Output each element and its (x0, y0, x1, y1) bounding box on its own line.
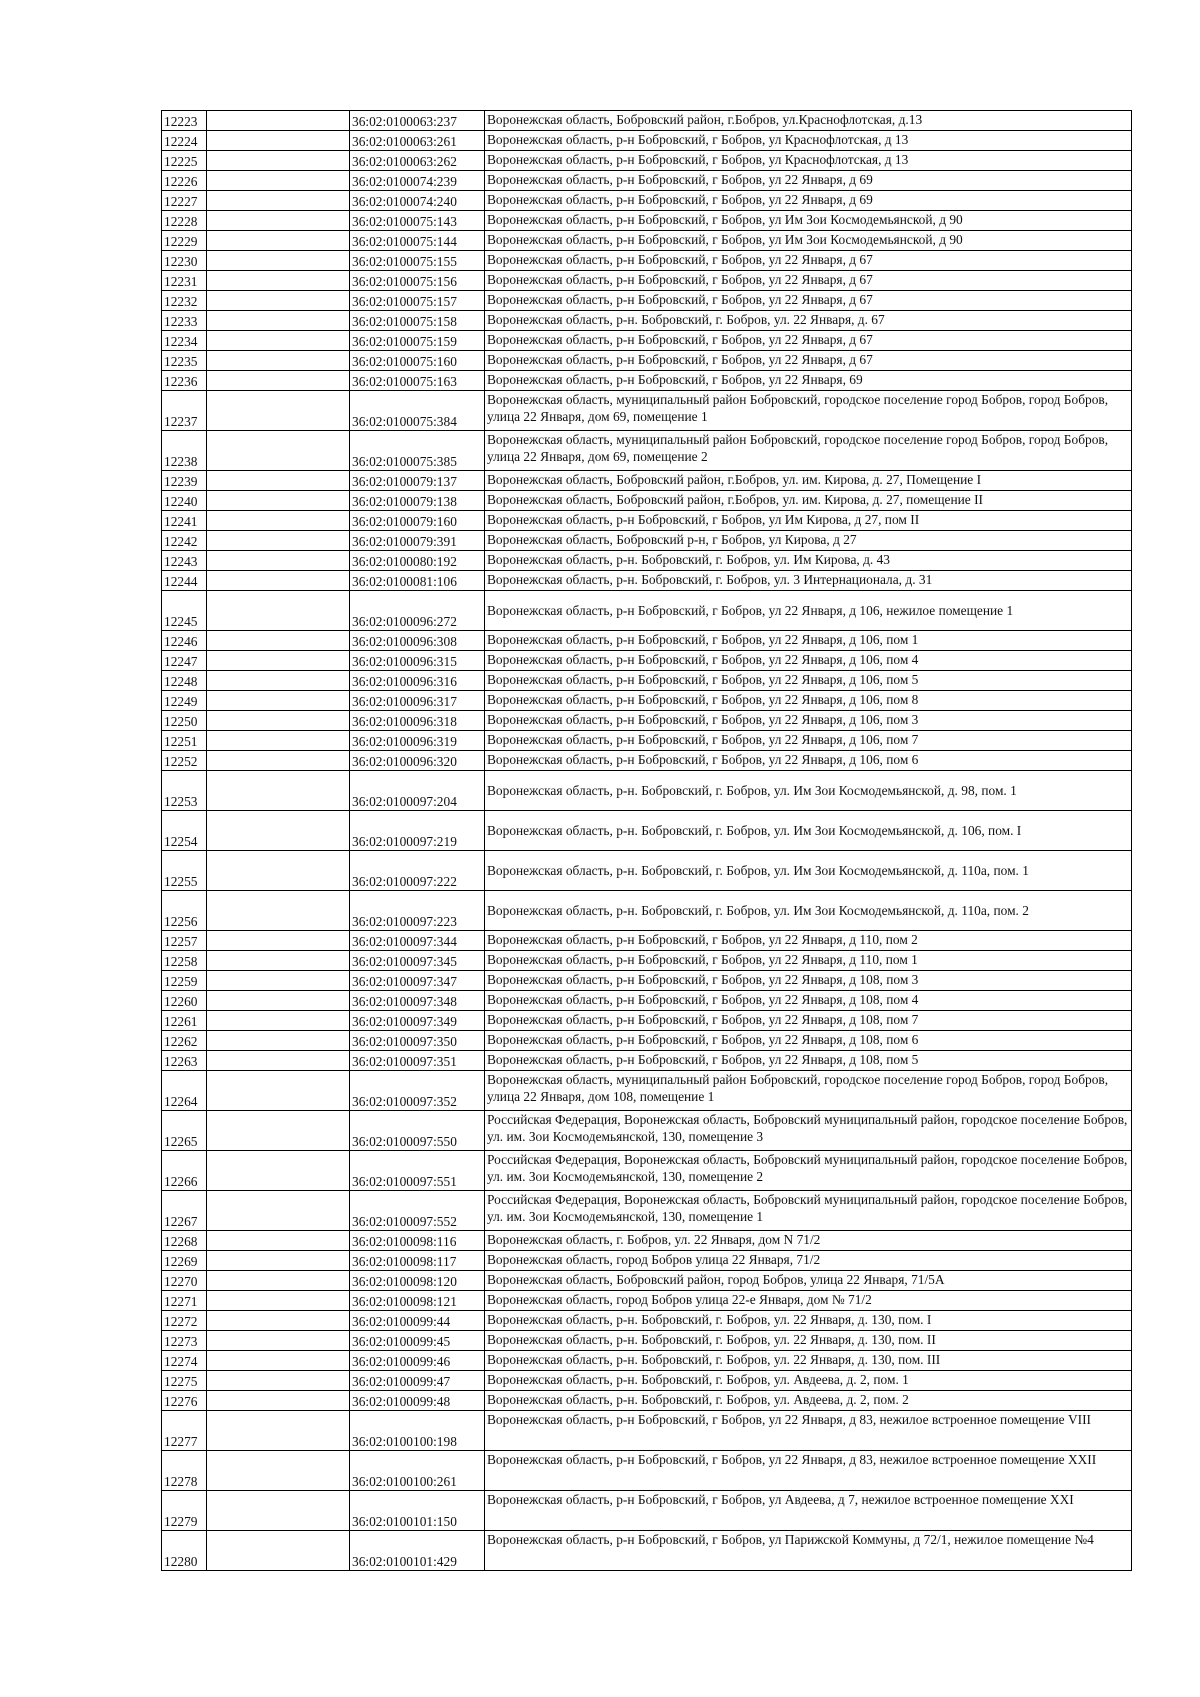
cadastral-number-cell: 36:02:0100098:121 (350, 1291, 485, 1311)
address-cell: Воронежская область, р-н Бобровский, г Бобров, ул 22 Января, д 110, пом 1 (485, 951, 1132, 971)
empty-cell (207, 651, 350, 671)
row-number-cell: 12270 (162, 1271, 207, 1291)
cadastral-number-cell: 36:02:0100097:347 (350, 971, 485, 991)
row-number-cell: 12232 (162, 291, 207, 311)
address-cell: Воронежская область, р-н Бобровский, г Бобров, ул 22 Января, д 106, нежилое помещение 1 (485, 591, 1132, 631)
cadastral-number-cell: 36:02:0100075:385 (350, 431, 485, 471)
table-row (162, 351, 1132, 371)
row-number-cell: 12231 (162, 271, 207, 291)
empty-cell (207, 131, 350, 151)
row-number-cell: 12235 (162, 351, 207, 371)
address-cell: Воронежская область, р-н Бобровский, г Бобров, ул Парижской Коммуны, д 72/1, нежилое помещение №4 (485, 1531, 1132, 1571)
cadastral-number-cell: 36:02:0100099:48 (350, 1391, 485, 1411)
empty-cell (207, 971, 350, 991)
row-number-cell: 12253 (162, 771, 207, 811)
row-number-cell: 12280 (162, 1531, 207, 1571)
cadastral-number-cell: 36:02:0100063:261 (350, 131, 485, 151)
row-number-cell: 12260 (162, 991, 207, 1011)
address-cell: Воронежская область, Бобровский р-н, г Бобров, ул Кирова, д 27 (485, 531, 1132, 551)
registry-table (161, 110, 1132, 1571)
address-cell: Воронежская область, р-н. Бобровский, г. Бобров, ул. 22 Января, д. 130, пом. III (485, 1351, 1132, 1371)
row-number-cell: 12245 (162, 591, 207, 631)
empty-cell (207, 1311, 350, 1331)
cadastral-number-cell: 36:02:0100074:240 (350, 191, 485, 211)
cadastral-number-cell: 36:02:0100075:160 (350, 351, 485, 371)
row-number-cell: 12241 (162, 511, 207, 531)
empty-cell (207, 191, 350, 211)
cadastral-number-cell: 36:02:0100097:219 (350, 811, 485, 851)
table-row (162, 1331, 1132, 1351)
cadastral-number-cell: 36:02:0100075:156 (350, 271, 485, 291)
row-number-cell: 12265 (162, 1111, 207, 1151)
table-row (162, 1491, 1132, 1531)
table-row (162, 191, 1132, 211)
address-cell: Воронежская область, р-н Бобровский, г Бобров, ул 22 Января, д 106, пом 8 (485, 691, 1132, 711)
row-number-cell: 12246 (162, 631, 207, 651)
table-row (162, 1071, 1132, 1111)
address-cell: Воронежская область, р-н Бобровский, г Бобров, ул Авдеева, д 7, нежилое встроенное помещение XXI (485, 1491, 1132, 1531)
empty-cell (207, 331, 350, 351)
address-cell: Воронежская область, муниципальный район Бобровский, городское поселение город Бобров, город Бобров, улица 22 Января, дом 69, помещение 1 (485, 391, 1132, 431)
empty-cell (207, 391, 350, 431)
table-row (162, 751, 1132, 771)
address-cell: Воронежская область, город Бобров улица 22-е Января, дом № 71/2 (485, 1291, 1132, 1311)
address-cell: Воронежская область, р-н. Бобровский, г. Бобров, ул. 3 Интернационала, д. 31 (485, 571, 1132, 591)
row-number-cell: 12259 (162, 971, 207, 991)
row-number-cell: 12272 (162, 1311, 207, 1331)
cadastral-number-cell: 36:02:0100098:117 (350, 1251, 485, 1271)
table-row (162, 851, 1132, 891)
cadastral-number-cell: 36:02:0100063:262 (350, 151, 485, 171)
row-number-cell: 12258 (162, 951, 207, 971)
row-number-cell: 12229 (162, 231, 207, 251)
address-cell: Воронежская область, р-н Бобровский, г Бобров, ул 22 Января, д 106, пом 5 (485, 671, 1132, 691)
table-row (162, 1031, 1132, 1051)
row-number-cell: 12266 (162, 1151, 207, 1191)
table-row (162, 291, 1132, 311)
address-cell: Воронежская область, муниципальный район Бобровский, городское поселение город Бобров, город Бобров, улица 22 Января, дом 108, помещение 1 (485, 1071, 1132, 1111)
row-number-cell: 12249 (162, 691, 207, 711)
cadastral-number-cell: 36:02:0100099:44 (350, 1311, 485, 1331)
empty-cell (207, 1071, 350, 1111)
empty-cell (207, 551, 350, 571)
table-row (162, 1051, 1132, 1071)
empty-cell (207, 731, 350, 751)
cadastral-number-cell: 36:02:0100096:308 (350, 631, 485, 651)
registry-table-body (162, 111, 1132, 1571)
row-number-cell: 12255 (162, 851, 207, 891)
cadastral-number-cell: 36:02:0100097:345 (350, 951, 485, 971)
cadastral-number-cell: 36:02:0100097:350 (350, 1031, 485, 1051)
row-number-cell: 12236 (162, 371, 207, 391)
address-cell: Воронежская область, р-н. Бобровский, г. Бобров, ул. Им Кирова, д. 43 (485, 551, 1132, 571)
cadastral-number-cell: 36:02:0100075:143 (350, 211, 485, 231)
row-number-cell: 12248 (162, 671, 207, 691)
empty-cell (207, 1191, 350, 1231)
table-row (162, 1231, 1132, 1251)
address-cell: Воронежская область, р-н Бобровский, г Бобров, ул 22 Января, д 67 (485, 271, 1132, 291)
table-row (162, 891, 1132, 931)
address-cell: Воронежская область, р-н Бобровский, г Бобров, ул 22 Января, д 110, пом 2 (485, 931, 1132, 951)
row-number-cell: 12244 (162, 571, 207, 591)
empty-cell (207, 211, 350, 231)
table-row (162, 251, 1132, 271)
cadastral-number-cell: 36:02:0100097:222 (350, 851, 485, 891)
cadastral-number-cell: 36:02:0100096:319 (350, 731, 485, 751)
address-cell: Воронежская область, р-н Бобровский, г Бобров, ул 22 Января, д 106, пом 3 (485, 711, 1132, 731)
table-row (162, 1371, 1132, 1391)
empty-cell (207, 771, 350, 811)
table-row (162, 571, 1132, 591)
table-row (162, 811, 1132, 851)
row-number-cell: 12264 (162, 1071, 207, 1111)
address-cell: Воронежская область, муниципальный район Бобровский, городское поселение город Бобров, город Бобров, улица 22 Января, дом 69, помещение 2 (485, 431, 1132, 471)
cadastral-number-cell: 36:02:0100075:158 (350, 311, 485, 331)
table-row (162, 511, 1132, 531)
cadastral-number-cell: 36:02:0100081:106 (350, 571, 485, 591)
address-cell: Воронежская область, р-н Бобровский, г Бобров, ул 22 Января, д 106, пом 1 (485, 631, 1132, 651)
cadastral-number-cell: 36:02:0100079:160 (350, 511, 485, 531)
table-row (162, 651, 1132, 671)
cadastral-number-cell: 36:02:0100079:138 (350, 491, 485, 511)
empty-cell (207, 1351, 350, 1371)
cadastral-number-cell: 36:02:0100097:550 (350, 1111, 485, 1151)
row-number-cell: 12279 (162, 1491, 207, 1531)
address-cell: Российская Федерация, Воронежская область, Бобровский муниципальный район, городское поселение Бобров, ул. им. Зои Космодемьянской, 130, помещение 1 (485, 1191, 1132, 1231)
table-row (162, 1451, 1132, 1491)
cadastral-number-cell: 36:02:0100097:351 (350, 1051, 485, 1071)
empty-cell (207, 371, 350, 391)
empty-cell (207, 691, 350, 711)
table-row (162, 431, 1132, 471)
empty-cell (207, 1051, 350, 1071)
empty-cell (207, 1371, 350, 1391)
cadastral-number-cell: 36:02:0100099:46 (350, 1351, 485, 1371)
table-row (162, 1191, 1132, 1231)
address-cell: Воронежская область, р-н. Бобровский, г. Бобров, ул. 22 Января, д. 130, пом. I (485, 1311, 1132, 1331)
row-number-cell: 12228 (162, 211, 207, 231)
row-number-cell: 12227 (162, 191, 207, 211)
cadastral-number-cell: 36:02:0100097:352 (350, 1071, 485, 1111)
address-cell: Воронежская область, р-н Бобровский, г Бобров, ул 22 Января, д 108, пом 3 (485, 971, 1132, 991)
table-row (162, 931, 1132, 951)
cadastral-number-cell: 36:02:0100074:239 (350, 171, 485, 191)
cadastral-number-cell: 36:02:0100096:318 (350, 711, 485, 731)
table-row (162, 971, 1132, 991)
cadastral-number-cell: 36:02:0100097:204 (350, 771, 485, 811)
address-cell: Воронежская область, р-н Бобровский, г Бобров, ул 22 Января, д 67 (485, 351, 1132, 371)
empty-cell (207, 951, 350, 971)
table-row (162, 111, 1132, 131)
address-cell: Воронежская область, город Бобров улица 22 Января, 71/2 (485, 1251, 1132, 1271)
cadastral-number-cell: 36:02:0100097:349 (350, 1011, 485, 1031)
row-number-cell: 12250 (162, 711, 207, 731)
address-cell: Воронежская область, Бобровский район, г.Бобров, ул.Краснофлотская, д.13 (485, 111, 1132, 131)
row-number-cell: 12225 (162, 151, 207, 171)
address-cell: Воронежская область, г. Бобров, ул. 22 Января, дом N 71/2 (485, 1231, 1132, 1251)
empty-cell (207, 1231, 350, 1251)
row-number-cell: 12252 (162, 751, 207, 771)
table-row (162, 211, 1132, 231)
empty-cell (207, 751, 350, 771)
address-cell: Воронежская область, р-н Бобровский, г Бобров, ул 22 Января, д 83, нежилое встроенное помещение VIII (485, 1411, 1132, 1451)
address-cell: Воронежская область, р-н. Бобровский, г. Бобров, ул. Им Зои Космодемьянской, д. 110а, пом. 2 (485, 891, 1132, 931)
row-number-cell: 12223 (162, 111, 207, 131)
address-cell: Воронежская область, р-н. Бобровский, г. Бобров, ул. Авдеева, д. 2, пом. 2 (485, 1391, 1132, 1411)
row-number-cell: 12230 (162, 251, 207, 271)
cadastral-number-cell: 36:02:0100097:223 (350, 891, 485, 931)
address-cell: Воронежская область, Бобровский район, г.Бобров, ул. им. Кирова, д. 27, Помещение I (485, 471, 1132, 491)
cadastral-number-cell: 36:02:0100097:552 (350, 1191, 485, 1231)
row-number-cell: 12242 (162, 531, 207, 551)
cadastral-number-cell: 36:02:0100096:320 (350, 751, 485, 771)
table-row (162, 551, 1132, 571)
table-row (162, 691, 1132, 711)
table-row (162, 1271, 1132, 1291)
empty-cell (207, 671, 350, 691)
row-number-cell: 12234 (162, 331, 207, 351)
address-cell: Воронежская область, р-н Бобровский, г Бобров, ул 22 Января, д 108, пом 5 (485, 1051, 1132, 1071)
empty-cell (207, 1031, 350, 1051)
row-number-cell: 12226 (162, 171, 207, 191)
table-row (162, 271, 1132, 291)
table-row (162, 1151, 1132, 1191)
empty-cell (207, 271, 350, 291)
address-cell: Воронежская область, р-н Бобровский, г Бобров, ул Краснофлотская, д 13 (485, 151, 1132, 171)
empty-cell (207, 571, 350, 591)
address-cell: Воронежская область, р-н Бобровский, г Бобров, ул 22 Января, д 67 (485, 331, 1132, 351)
address-cell: Воронежская область, р-н Бобровский, г Бобров, ул 22 Января, д 108, пом 6 (485, 1031, 1132, 1051)
cadastral-number-cell: 36:02:0100075:384 (350, 391, 485, 431)
cadastral-number-cell: 36:02:0100075:159 (350, 331, 485, 351)
address-cell: Воронежская область, р-н Бобровский, г Бобров, ул Им Кирова, д 27, пом II (485, 511, 1132, 531)
empty-cell (207, 1111, 350, 1151)
address-cell: Воронежская область, р-н. Бобровский, г. Бобров, ул. Авдеева, д. 2, пом. 1 (485, 1371, 1132, 1391)
row-number-cell: 12262 (162, 1031, 207, 1051)
row-number-cell: 12278 (162, 1451, 207, 1491)
cadastral-number-cell: 36:02:0100100:261 (350, 1451, 485, 1491)
address-cell: Воронежская область, р-н. Бобровский, г. Бобров, ул. Им Зои Космодемьянской, д. 106, пом. I (485, 811, 1132, 851)
empty-cell (207, 1251, 350, 1271)
table-row (162, 1251, 1132, 1271)
address-cell: Воронежская область, р-н Бобровский, г Бобров, ул 22 Января, д 106, пом 4 (485, 651, 1132, 671)
row-number-cell: 12275 (162, 1371, 207, 1391)
cadastral-number-cell: 36:02:0100099:47 (350, 1371, 485, 1391)
table-row (162, 1311, 1132, 1331)
empty-cell (207, 1411, 350, 1451)
table-row (162, 1011, 1132, 1031)
empty-cell (207, 291, 350, 311)
cadastral-number-cell: 36:02:0100101:150 (350, 1491, 485, 1531)
empty-cell (207, 711, 350, 731)
row-number-cell: 12274 (162, 1351, 207, 1371)
empty-cell (207, 1291, 350, 1311)
row-number-cell: 12257 (162, 931, 207, 951)
table-row (162, 1391, 1132, 1411)
cadastral-number-cell: 36:02:0100098:116 (350, 1231, 485, 1251)
empty-cell (207, 491, 350, 511)
row-number-cell: 12263 (162, 1051, 207, 1071)
table-row (162, 491, 1132, 511)
cadastral-number-cell: 36:02:0100079:391 (350, 531, 485, 551)
cadastral-number-cell: 36:02:0100097:348 (350, 991, 485, 1011)
table-row (162, 131, 1132, 151)
cadastral-number-cell: 36:02:0100097:344 (350, 931, 485, 951)
table-row (162, 171, 1132, 191)
address-cell: Воронежская область, р-н. Бобровский, г. Бобров, ул. 22 Января, д. 67 (485, 311, 1132, 331)
row-number-cell: 12251 (162, 731, 207, 751)
row-number-cell: 12267 (162, 1191, 207, 1231)
table-row (162, 1291, 1132, 1311)
cadastral-number-cell: 36:02:0100099:45 (350, 1331, 485, 1351)
empty-cell (207, 1491, 350, 1531)
cadastral-number-cell: 36:02:0100079:137 (350, 471, 485, 491)
empty-cell (207, 991, 350, 1011)
row-number-cell: 12238 (162, 431, 207, 471)
empty-cell (207, 311, 350, 331)
row-number-cell: 12237 (162, 391, 207, 431)
row-number-cell: 12240 (162, 491, 207, 511)
address-cell: Воронежская область, Бобровский район, г.Бобров, ул. им. Кирова, д. 27, помещение II (485, 491, 1132, 511)
table-row (162, 231, 1132, 251)
empty-cell (207, 1011, 350, 1031)
address-cell: Воронежская область, р-н. Бобровский, г. Бобров, ул. Им Зои Космодемьянской, д. 98, пом. 1 (485, 771, 1132, 811)
address-cell: Воронежская область, р-н Бобровский, г Бобров, ул 22 Января, д 106, пом 7 (485, 731, 1132, 751)
row-number-cell: 12224 (162, 131, 207, 151)
row-number-cell: 12269 (162, 1251, 207, 1271)
cadastral-number-cell: 36:02:0100063:237 (350, 111, 485, 131)
row-number-cell: 12243 (162, 551, 207, 571)
address-cell: Воронежская область, р-н Бобровский, г Бобров, ул 22 Января, д 67 (485, 291, 1132, 311)
row-number-cell: 12239 (162, 471, 207, 491)
empty-cell (207, 151, 350, 171)
table-row (162, 1411, 1132, 1451)
table-row (162, 631, 1132, 651)
row-number-cell: 12254 (162, 811, 207, 851)
row-number-cell: 12233 (162, 311, 207, 331)
empty-cell (207, 891, 350, 931)
cadastral-number-cell: 36:02:0100098:120 (350, 1271, 485, 1291)
row-number-cell: 12273 (162, 1331, 207, 1351)
address-cell: Воронежская область, р-н. Бобровский, г. Бобров, ул. 22 Января, д. 130, пом. II (485, 1331, 1132, 1351)
empty-cell (207, 171, 350, 191)
table-row (162, 371, 1132, 391)
table-row (162, 331, 1132, 351)
empty-cell (207, 631, 350, 651)
cadastral-number-cell: 36:02:0100101:429 (350, 1531, 485, 1571)
empty-cell (207, 111, 350, 131)
address-cell: Воронежская область, р-н Бобровский, г Бобров, ул 22 Января, д 108, пом 4 (485, 991, 1132, 1011)
cadastral-number-cell: 36:02:0100075:144 (350, 231, 485, 251)
row-number-cell: 12277 (162, 1411, 207, 1451)
empty-cell (207, 1331, 350, 1351)
cadastral-number-cell: 36:02:0100097:551 (350, 1151, 485, 1191)
table-row (162, 991, 1132, 1011)
empty-cell (207, 931, 350, 951)
address-cell: Воронежская область, р-н Бобровский, г Бобров, ул Краснофлотская, д 13 (485, 131, 1132, 151)
empty-cell (207, 231, 350, 251)
row-number-cell: 12271 (162, 1291, 207, 1311)
row-number-cell: 12276 (162, 1391, 207, 1411)
address-cell: Воронежская область, р-н. Бобровский, г. Бобров, ул. Им Зои Космодемьянской, д. 110а, пом. 1 (485, 851, 1132, 891)
empty-cell (207, 1271, 350, 1291)
row-number-cell: 12247 (162, 651, 207, 671)
empty-cell (207, 1451, 350, 1491)
address-cell: Российская Федерация, Воронежская область, Бобровский муниципальный район, городское поселение Бобров, ул. им. Зои Космодемьянской, 130, помещение 2 (485, 1151, 1132, 1191)
address-cell: Воронежская область, р-н Бобровский, г Бобров, ул Им Зои Космодемьянской, д 90 (485, 231, 1132, 251)
cadastral-number-cell: 36:02:0100100:198 (350, 1411, 485, 1451)
row-number-cell: 12256 (162, 891, 207, 931)
table-row (162, 1351, 1132, 1371)
empty-cell (207, 471, 350, 491)
empty-cell (207, 591, 350, 631)
empty-cell (207, 851, 350, 891)
address-cell: Воронежская область, р-н Бобровский, г Бобров, ул Им Зои Космодемьянской, д 90 (485, 211, 1132, 231)
table-row (162, 591, 1132, 631)
cadastral-number-cell: 36:02:0100075:163 (350, 371, 485, 391)
empty-cell (207, 531, 350, 551)
empty-cell (207, 351, 350, 371)
table-row (162, 1111, 1132, 1151)
row-number-cell: 12261 (162, 1011, 207, 1031)
empty-cell (207, 251, 350, 271)
table-row (162, 471, 1132, 491)
empty-cell (207, 511, 350, 531)
table-row (162, 951, 1132, 971)
cadastral-number-cell: 36:02:0100096:315 (350, 651, 485, 671)
table-row (162, 311, 1132, 331)
table-row (162, 731, 1132, 751)
cadastral-number-cell: 36:02:0100096:316 (350, 671, 485, 691)
table-row (162, 771, 1132, 811)
table-row (162, 391, 1132, 431)
address-cell: Воронежская область, р-н Бобровский, г Бобров, ул 22 Января, д 106, пом 6 (485, 751, 1132, 771)
table-row (162, 531, 1132, 551)
table-row (162, 1531, 1132, 1571)
table-row (162, 711, 1132, 731)
cadastral-number-cell: 36:02:0100096:317 (350, 691, 485, 711)
address-cell: Воронежская область, р-н Бобровский, г Бобров, ул 22 Января, д 108, пом 7 (485, 1011, 1132, 1031)
table-row (162, 151, 1132, 171)
empty-cell (207, 431, 350, 471)
address-cell: Воронежская область, р-н Бобровский, г Бобров, ул 22 Января, д 69 (485, 171, 1132, 191)
empty-cell (207, 1151, 350, 1191)
empty-cell (207, 1531, 350, 1571)
address-cell: Воронежская область, р-н Бобровский, г Бобров, ул 22 Января, д 67 (485, 251, 1132, 271)
cadastral-number-cell: 36:02:0100075:157 (350, 291, 485, 311)
address-cell: Воронежская область, р-н Бобровский, г Бобров, ул 22 Января, д 69 (485, 191, 1132, 211)
empty-cell (207, 1391, 350, 1411)
address-cell: Российская Федерация, Воронежская область, Бобровский муниципальный район, городское поселение Бобров, ул. им. Зои Космодемьянской, 130, помещение 3 (485, 1111, 1132, 1151)
cadastral-number-cell: 36:02:0100080:192 (350, 551, 485, 571)
cadastral-number-cell: 36:02:0100096:272 (350, 591, 485, 631)
address-cell: Воронежская область, р-н Бобровский, г Бобров, ул 22 Января, д 83, нежилое встроенное помещение XXII (485, 1451, 1132, 1491)
empty-cell (207, 811, 350, 851)
row-number-cell: 12268 (162, 1231, 207, 1251)
address-cell: Воронежская область, р-н Бобровский, г Бобров, ул 22 Января, 69 (485, 371, 1132, 391)
address-cell: Воронежская область, Бобровский район, город Бобров, улица 22 Января, 71/5А (485, 1271, 1132, 1291)
cadastral-number-cell: 36:02:0100075:155 (350, 251, 485, 271)
table-row (162, 671, 1132, 691)
